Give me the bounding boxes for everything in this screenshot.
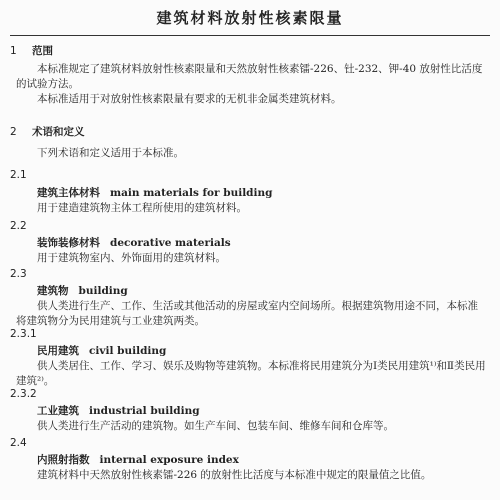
term-en: building <box>78 285 128 297</box>
clause-number: 2.3.1 <box>10 328 37 340</box>
term-heading <box>16 404 488 419</box>
term-heading <box>16 284 488 299</box>
term-definition: 供人类进行生产、工作、生活或其他活动的房屋或室内空间场所。根据建筑物用途不同，本标准将建筑物分为民用建筑与工业建筑两类。 <box>16 300 478 328</box>
section-1-heading <box>10 44 500 59</box>
clause-number: 2.4 <box>10 437 27 449</box>
term-heading <box>16 236 488 251</box>
clause-2-4 <box>10 436 500 451</box>
term-definition: 供人类进行生产活动的建筑物。如生产车间、包装车间、维修车间和仓库等。 <box>37 420 394 433</box>
clause-2-3-body <box>16 284 488 330</box>
term-cn: 民用建筑 <box>37 345 79 357</box>
term-en: industrial building <box>89 405 200 417</box>
section-number: 1 <box>10 45 17 57</box>
clause-number: 2.1 <box>10 169 27 181</box>
clause-2-3 <box>10 267 500 282</box>
title-divider <box>10 35 490 36</box>
term-en: civil building <box>89 345 167 357</box>
term-cn: 装饰装修材料 <box>37 237 100 249</box>
clause-2-3-2-body <box>16 404 488 434</box>
clause-2-2-body <box>16 236 488 266</box>
term-cn: 建筑物 <box>37 285 69 297</box>
section-number: 2 <box>10 126 17 138</box>
clause-2-1 <box>10 168 500 183</box>
section-title: 范围 <box>32 45 53 57</box>
term-definition: 供人类居住、工作、学习、娱乐及购物等建筑物。本标准将民用建筑分为Ⅰ类民用建筑¹⁾和Ⅱ类民用建筑²⁾。 <box>16 360 486 388</box>
term-cn: 建筑主体材料 <box>37 187 100 199</box>
term-cn: 工业建筑 <box>37 405 79 417</box>
section-2-intro <box>16 146 488 161</box>
clause-number: 2.2 <box>10 220 27 232</box>
term-heading <box>16 344 488 359</box>
clause-number: 2.3 <box>10 268 27 280</box>
section-1-body <box>16 62 488 108</box>
clause-2-2 <box>10 219 500 234</box>
clause-2-3-1-body <box>16 344 488 390</box>
term-heading <box>16 186 488 201</box>
paragraph: 本标准规定了建筑材料放射性核素限量和天然放射性核素镭-226、钍-232、钾-40 放射性比活度的试验方法。 <box>16 63 483 91</box>
term-en: decorative materials <box>110 237 231 249</box>
paragraph: 下列术语和定义适用于本标准。 <box>37 147 184 159</box>
section-2-heading <box>10 125 500 140</box>
clause-number: 2.3.2 <box>10 388 37 400</box>
clause-2-3-1 <box>10 327 500 342</box>
paragraph: 本标准适用于对放射性核素限量有要求的无机非金属类建筑材料。 <box>37 93 342 106</box>
term-heading <box>16 453 488 468</box>
term-definition: 用于建筑物室内、外饰面用的建筑材料。 <box>37 252 226 265</box>
term-en: main materials for building <box>110 187 273 199</box>
term-cn: 内照射指数 <box>37 454 90 466</box>
clause-2-3-2 <box>10 387 500 402</box>
clause-2-4-body <box>16 453 488 483</box>
term-en: internal exposure index <box>99 454 239 466</box>
section-title: 术语和定义 <box>32 126 85 138</box>
term-definition: 用于建造建筑物主体工程所使用的建筑材料。 <box>37 202 247 215</box>
term-definition: 建筑材料中天然放射性核素镭-226 的放射性比活度与本标准中规定的限量值之比值。 <box>37 469 432 482</box>
clause-2-1-body <box>16 186 488 216</box>
document-title: 建筑材料放射性核素限量 <box>156 9 344 27</box>
